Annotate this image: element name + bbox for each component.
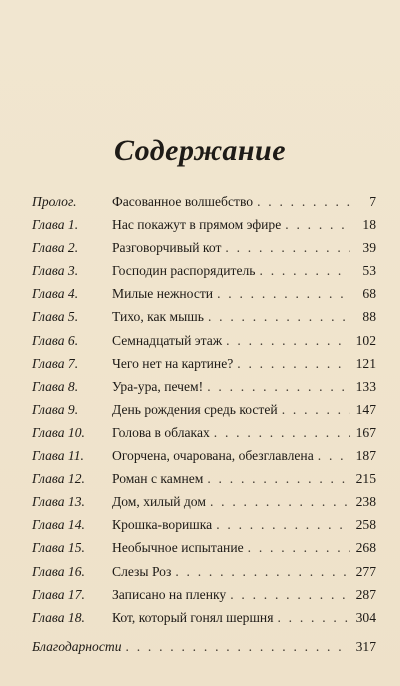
chapter-label (32, 467, 112, 490)
chapter-label-word: Глава (32, 424, 65, 440)
chapter-label-word: Глава (32, 332, 65, 348)
dot-leader (217, 282, 350, 305)
chapter-label-word: Глава (32, 401, 65, 417)
toc-entry[interactable] (32, 282, 376, 305)
page-number: 88 (362, 309, 376, 325)
chapter-label (32, 398, 112, 421)
chapter-label-word: Глава (32, 517, 65, 533)
chapter-number: 15. (64, 540, 85, 556)
dot-leader (175, 560, 350, 583)
toc-entry[interactable] (32, 352, 376, 375)
toc-entry[interactable] (32, 190, 376, 213)
dot-leader (282, 398, 350, 421)
chapter-number: 1. (64, 217, 79, 233)
toc-entry[interactable] (32, 606, 376, 629)
page-number: 133 (355, 378, 376, 394)
chapter-label-word: Глава (32, 378, 65, 394)
chapter-number: 16. (64, 563, 85, 579)
toc-entry[interactable] (32, 444, 376, 467)
chapter-number: 6. (64, 332, 79, 348)
chapter-label (32, 259, 112, 282)
page-number: 68 (362, 286, 376, 302)
page-number: 18 (362, 217, 376, 233)
chapter-label-word: Глава (32, 309, 65, 325)
chapter-label (32, 444, 112, 467)
page-number: 268 (355, 540, 376, 556)
dot-leader (260, 259, 350, 282)
chapter-label-word: Пролог. (32, 194, 77, 209)
chapter-title: Нас покажут в прямом эфире (112, 217, 282, 233)
chapter-number: 14. (64, 517, 85, 533)
dot-leader (210, 490, 350, 513)
chapter-title: Дом, хилый дом (112, 494, 206, 510)
dot-leader (126, 635, 351, 658)
toc-entry[interactable] (32, 490, 376, 513)
page-number: 187 (355, 448, 376, 464)
chapter-label (32, 606, 112, 629)
toc-entry[interactable] (32, 560, 376, 583)
toc-entry[interactable] (32, 259, 376, 282)
dot-leader (257, 190, 350, 213)
chapter-label (32, 513, 112, 536)
page-number: 287 (355, 586, 376, 602)
table-of-contents (32, 190, 376, 658)
page-number: 317 (355, 638, 376, 654)
dot-leader (216, 513, 350, 536)
chapter-number: 3. (64, 263, 79, 279)
chapter-label (32, 375, 112, 398)
chapter-title: Голова в облаках (112, 424, 210, 440)
chapter-number: 2. (64, 240, 79, 256)
page-number: 167 (355, 424, 376, 440)
chapter-number: 8. (64, 378, 79, 394)
chapter-title: Необычное испытание (112, 540, 244, 556)
chapter-number: 5. (64, 309, 79, 325)
dot-leader (226, 329, 350, 352)
page-number: 277 (355, 563, 376, 579)
chapter-label-word: Глава (32, 448, 65, 464)
page-title: Содержание (113, 134, 287, 167)
chapter-label-word: Глава (32, 471, 65, 487)
chapter-label (32, 490, 112, 513)
chapter-title: Записано на пленку (112, 586, 227, 602)
dot-leader (208, 305, 350, 328)
toc-entry[interactable] (32, 375, 376, 398)
dot-leader (230, 583, 350, 606)
chapter-label (32, 421, 112, 444)
dot-leader (237, 352, 350, 375)
chapter-number: 17. (64, 586, 85, 602)
chapter-title: Чего нет на картине? (112, 355, 234, 371)
page-number: 304 (355, 609, 376, 625)
dot-leader (277, 606, 350, 629)
chapter-title: Слезы Роз (112, 563, 172, 579)
chapter-label (32, 536, 112, 559)
dot-leader (214, 421, 350, 444)
chapter-label-word: Глава (32, 263, 65, 279)
chapter-number: 18. (64, 609, 85, 625)
chapter-label (32, 213, 112, 236)
chapter-number: 11. (64, 448, 84, 464)
dot-leader (285, 213, 350, 236)
chapter-label (32, 282, 112, 305)
chapter-title: Ура-ура, печем! (112, 378, 204, 394)
chapter-label-word: Глава (32, 240, 65, 256)
page-number: 215 (355, 471, 376, 487)
toc-entry[interactable] (32, 536, 376, 559)
chapter-title: Огорчена, очарована, обезглавлена (112, 448, 314, 464)
page-number: 238 (355, 494, 376, 510)
toc-entry[interactable] (32, 236, 376, 259)
chapter-label (32, 236, 112, 259)
chapter-label-word: Глава (32, 609, 65, 625)
chapter-label-word: Глава (32, 563, 65, 579)
chapter-title: Фасованное волшебство (112, 194, 254, 209)
chapter-label (32, 583, 112, 606)
chapter-number: 10. (64, 424, 85, 440)
page-number: 39 (362, 240, 376, 256)
page-number: 7 (369, 194, 376, 209)
chapter-number: 7. (64, 355, 79, 371)
toc-entry[interactable] (32, 583, 376, 606)
chapter-label-word: Глава (32, 355, 65, 371)
page-number: 258 (355, 517, 376, 533)
dot-leader (225, 236, 350, 259)
chapter-title: Милые нежности (112, 286, 214, 302)
chapter-title: Семнадцатый этаж (112, 332, 223, 348)
chapter-number: 4. (64, 286, 79, 302)
toc-entry[interactable] (32, 467, 376, 490)
toc-entry[interactable] (32, 213, 376, 236)
chapter-number: 13. (64, 494, 85, 510)
chapter-number: 9. (64, 401, 79, 417)
chapter-label (32, 190, 112, 213)
toc-entry[interactable] (32, 421, 376, 444)
dot-leader (207, 467, 350, 490)
toc-entry[interactable] (32, 513, 376, 536)
dot-leader (248, 536, 350, 559)
dot-leader (207, 375, 350, 398)
chapter-title: Господин распорядитель (112, 263, 256, 279)
dot-leader (318, 444, 350, 467)
page-number: 121 (355, 355, 376, 371)
toc-entry[interactable] (32, 398, 376, 421)
chapter-title: Роман с камнем (112, 471, 204, 487)
chapter-label (32, 352, 112, 375)
chapter-title: Разговорчивый кот (112, 240, 222, 256)
chapter-title: Кот, который гонял шершня (112, 609, 274, 625)
chapter-label (32, 329, 112, 352)
toc-entry[interactable] (32, 329, 376, 352)
chapter-label (32, 305, 112, 328)
chapter-label-word: Глава (32, 494, 65, 510)
chapter-title: Тихо, как мышь (112, 309, 204, 325)
chapter-label-word: Глава (32, 217, 65, 233)
toc-entry-acknowledgements[interactable] (32, 635, 376, 658)
chapter-label (32, 560, 112, 583)
chapter-title: День рождения средь костей (112, 401, 278, 417)
acknowledgements-title: Благодарности (32, 638, 122, 654)
chapter-title: Крошка-воришка (112, 517, 213, 533)
chapter-number: 12. (64, 471, 85, 487)
chapter-label-word: Глава (32, 540, 65, 556)
page-number: 147 (355, 401, 376, 417)
page-number: 53 (362, 263, 376, 279)
page-number: 102 (355, 332, 376, 348)
chapter-label-word: Глава (32, 286, 65, 302)
toc-entry[interactable] (32, 305, 376, 328)
chapter-label-word: Глава (32, 586, 65, 602)
